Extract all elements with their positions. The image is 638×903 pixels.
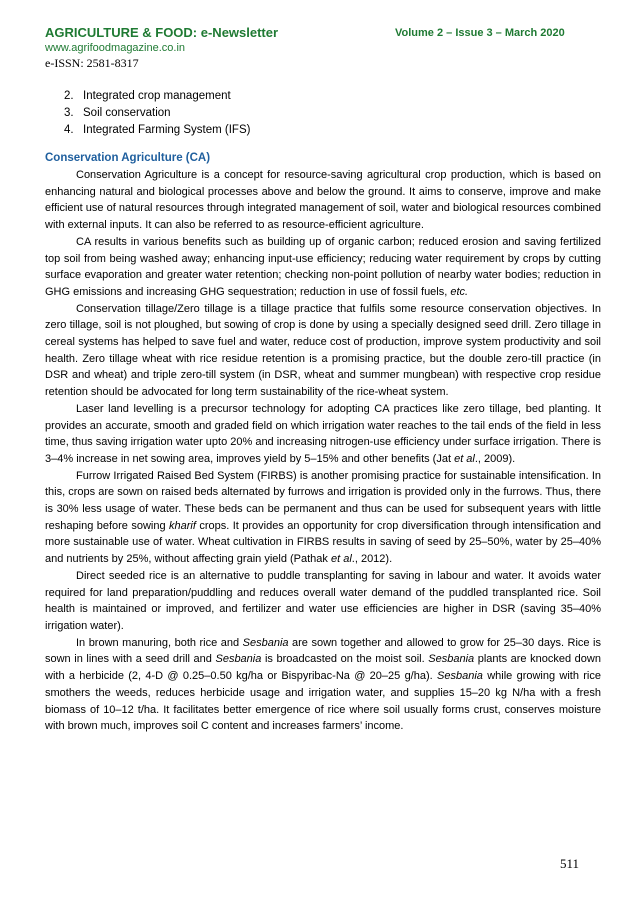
list-item [64,88,464,105]
article-body [45,167,601,735]
italic-text: Sesbania [437,670,483,683]
list-item-number: 3. [64,106,74,119]
paragraph-firbs [45,468,601,568]
issn-label: e-ISSN: 2581-8317 [45,56,139,70]
list-item-text: Integrated crop management [83,90,231,102]
paragraph-text: CA results in various benefits such as building up of organic carbon; reduced erosion and saving fertilized top soil from being washed away; enhancing input-use efficiency; reducing water requirement by crops by cutting surface evaporation and greater water retention; checking non-point pollution of nearby water bodies; reduction in GHG emissions and increasing GHG sequestration; reduction in use of fossil fuels, [45,235,601,298]
paragraph-text: while growing with rice smothers the weeds, reduces herbicide usage and irrigation water, and supplies 15–20 kg N/ha with a fresh biomass of 10–12 t/ha. It facilitates better emergence of rice where soil usually forms crust, conserves moisture with brown much, improves soil C content and increases farmers’ income. [45,670,601,733]
website-link[interactable]: www.agrifoodmagazine.co.in [45,42,186,54]
list-item-text: Integrated Farming System (IFS) [83,123,251,136]
italic-text: et al [330,553,352,566]
italic-text: etc. [450,285,469,298]
list-item-text: Soil conservation [83,106,171,119]
list-item-number: 4. [64,123,74,136]
paragraph-ca-benefits [45,234,601,301]
page-number: 511 [560,856,580,871]
paragraph-text: In brown manuring, both rice and [76,636,240,649]
list-item [64,105,464,122]
italic-text: Sesbania [242,636,289,649]
paragraph-text: is broadcasted on the moist soil. [264,653,425,666]
paragraph-text: ., 2012). [351,553,393,566]
paragraph-direct-seeded-rice [45,568,601,635]
paragraph-text: Conservation tillage/Zero tillage is a tillage practice that fulfils some resource conservation objectives. In zero tillage, soil is not ploughed, but sowing of crop is done by using a specially designed seed drill. Zero tillage in cereal systems has helped to save fuel and water, reduce cost of production, improve system productivity and soil health. Zero tillage wheat with rice residue retention is a promising practice, but the double zero-till practice (in DSR and wheat) and triple zero-till system (in DSR, wheat and summer mungbean) with respective crop residue retention should be advocated for long term sustainability of the rice-wheat system. [45,302,601,399]
paragraph-laser-levelling [45,401,601,468]
list-item [64,122,464,139]
issue-info: Volume 2 – Issue 3 – March 2020 [395,27,565,39]
paragraph-ca-definition [45,167,601,234]
italic-text: Sesbania [215,653,262,666]
paragraph-text: Laser land levelling is a precursor technology for adopting CA practices like zero tillage, bed planting. It provides an accurate, smooth and graded field on which irrigation water reaches to the tail ends of the field in less time, thus saving irrigation water upto 20% and increasing nitrogen-use efficiency under surface irrigation. There is 3–4% increase in net sowing area, improves yield by 5–15% and other benefits (Jat [45,402,601,465]
section-heading: Conservation Agriculture (CA) [45,152,211,164]
list-item-number: 2. [64,90,74,102]
italic-text: Sesbania [428,653,475,666]
italic-text: kharif [169,519,196,532]
newsletter-title: AGRICULTURE & FOOD: e-Newsletter [45,25,279,40]
paragraph-text: are sown together and allowed to grow for 25–30 days. Rice is sown in lines with a seed drill and [45,636,601,666]
numbered-list [64,88,464,138]
paragraph-text: plants are knocked down with a herbicide (2, 4-D @ 0.25–0.50 kg/ha or Bispyribac-Na @ 20–25 g/ha). [45,653,601,683]
paragraph-zero-tillage [45,301,601,401]
paragraph-text: Furrow Irrigated Raised Bed System (FIRBS) is another promising practice for sustainable intensification. In this, crops are sown on raised beds alternated by furrows and irrigation is provided only in the furrows. Thus, there is 30% less usage of water. These beds can be permanent and thus can be used for subsequent years with little reshaping before sowing [45,469,601,532]
paragraph-text: ., 2009). [474,452,516,465]
paragraph-text: Conservation Agriculture is a concept for resource-saving agricultural crop production, which is based on enhancing natural and biological processes above and below the ground. It aims to conserve, improve and make efficient use of natural resources through integrated management of soil, water and biological resources combined with external inputs. It can also be referred to as resource-efficient agriculture. [45,169,601,232]
paragraph-text: crops. It provides an opportunity for crop diversification through intensification and more sustainable use of water. Wheat cultivation in FIRBS results in saving of seed by 25–50%, water by 25–40% and nutrients by 25%, without affecting grain yield (Pathak [45,519,601,566]
italic-text: et al [454,452,475,465]
paragraph-text: Direct seeded rice is an alternative to puddle transplanting for saving in labour and water. It avoids water required for land preparation/puddling and reduces overall water demand of the puddled transplanted rice. Soil health is maintained or improved, and fertilizer and water use efficiencies are higher in DSR (saving 35–40% irrigation water). [45,569,601,632]
paragraph-brown-manuring [45,635,601,735]
